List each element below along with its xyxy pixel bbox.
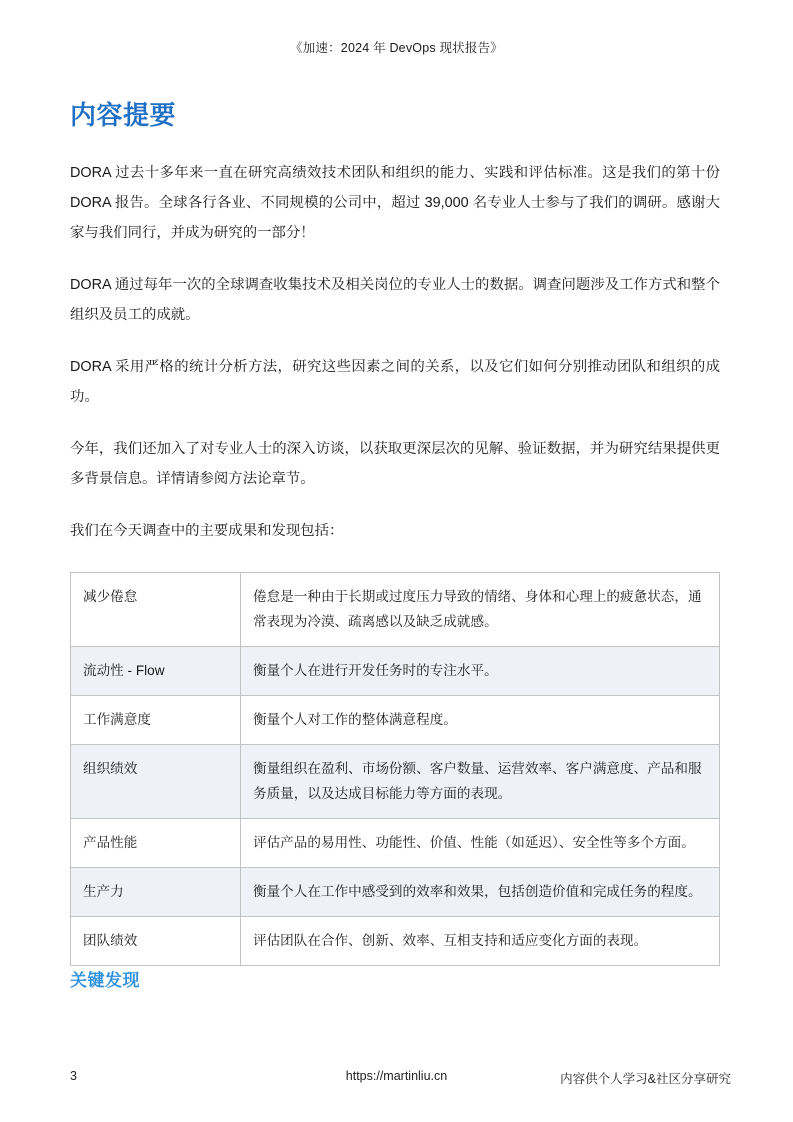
table-cell-description: 衡量个人在工作中感受到的效率和效果，包括创造价值和完成任务的程度。 (241, 868, 720, 917)
table-cell-description: 倦怠是一种由于长期或过度压力导致的情绪、身体和心理上的疲惫状态，通常表现为冷漠、疏离感以及缺乏成就感。 (241, 573, 720, 647)
paragraph-1: DORA 过去十多年来一直在研究高绩效技术团队和组织的能力、实践和评估标准。这是我们的第十份 DORA 报告。全球各行各业、不同规模的公司中，超过 39,000 名专业人士参与了我们的调研。感谢大家与我们同行，并成为研究的一部分！ (70, 165, 720, 241)
table-cell-term: 工作满意度 (71, 696, 241, 745)
table-cell-description: 衡量个人在进行开发任务时的专注水平。 (241, 647, 720, 696)
table-cell-term: 产品性能 (71, 819, 241, 868)
table-row (71, 745, 720, 819)
page-title: 内容提要 (70, 100, 177, 130)
table-row (71, 696, 720, 745)
table-row (71, 868, 720, 917)
page-footer (0, 1069, 793, 1089)
paragraph-4: 今年，我们还加入了对专业人士的深入访谈，以获取更深层次的见解、验证数据，并为研究结果提供更多背景信息。详情请参阅方法论章节。 (70, 441, 720, 487)
table-cell-description: 评估团队在合作、创新、效率、互相支持和适应变化方面的表现。 (241, 917, 720, 966)
key-findings-title: 关键发现 (70, 971, 140, 990)
table-cell-term: 团队绩效 (71, 917, 241, 966)
paragraph-5: 我们在今天调查中的主要成果和发现包括： (70, 523, 344, 539)
table-cell-term: 生产力 (71, 868, 241, 917)
table-cell-description: 评估产品的易用性、功能性、价值、性能（如延迟）、安全性等多个方面。 (241, 819, 720, 868)
page-number: 3 (70, 1069, 77, 1083)
page-content (70, 95, 720, 991)
table-cell-term: 流动性 - Flow (71, 647, 241, 696)
footer-note: 内容供个人学习&社区分享研究 (560, 1072, 731, 1086)
table-cell-term: 组织绩效 (71, 745, 241, 819)
table-row (71, 573, 720, 647)
table-row (71, 819, 720, 868)
findings-table (70, 572, 720, 966)
table-cell-description: 衡量组织在盈利、市场份额、客户数量、运营效率、客户满意度、产品和服务质量，以及达成目标能力等方面的表现。 (241, 745, 720, 819)
table-cell-term: 减少倦怠 (71, 573, 241, 647)
paragraph-3: DORA 采用严格的统计分析方法，研究这些因素之间的关系，以及它们如何分别推动团队和组织的成功。 (70, 359, 720, 405)
running-head: 《加速：2024 年 DevOps 现状报告》 (290, 41, 503, 55)
table-row (71, 647, 720, 696)
paragraph-2: DORA 通过每年一次的全球调查收集技术及相关岗位的专业人士的数据。调查问题涉及工作方式和整个组织及员工的成就。 (70, 277, 720, 323)
table-row (71, 917, 720, 966)
table-cell-description: 衡量个人对工作的整体满意程度。 (241, 696, 720, 745)
footer-site-link[interactable]: https://martinliu.cn (345, 1069, 448, 1083)
